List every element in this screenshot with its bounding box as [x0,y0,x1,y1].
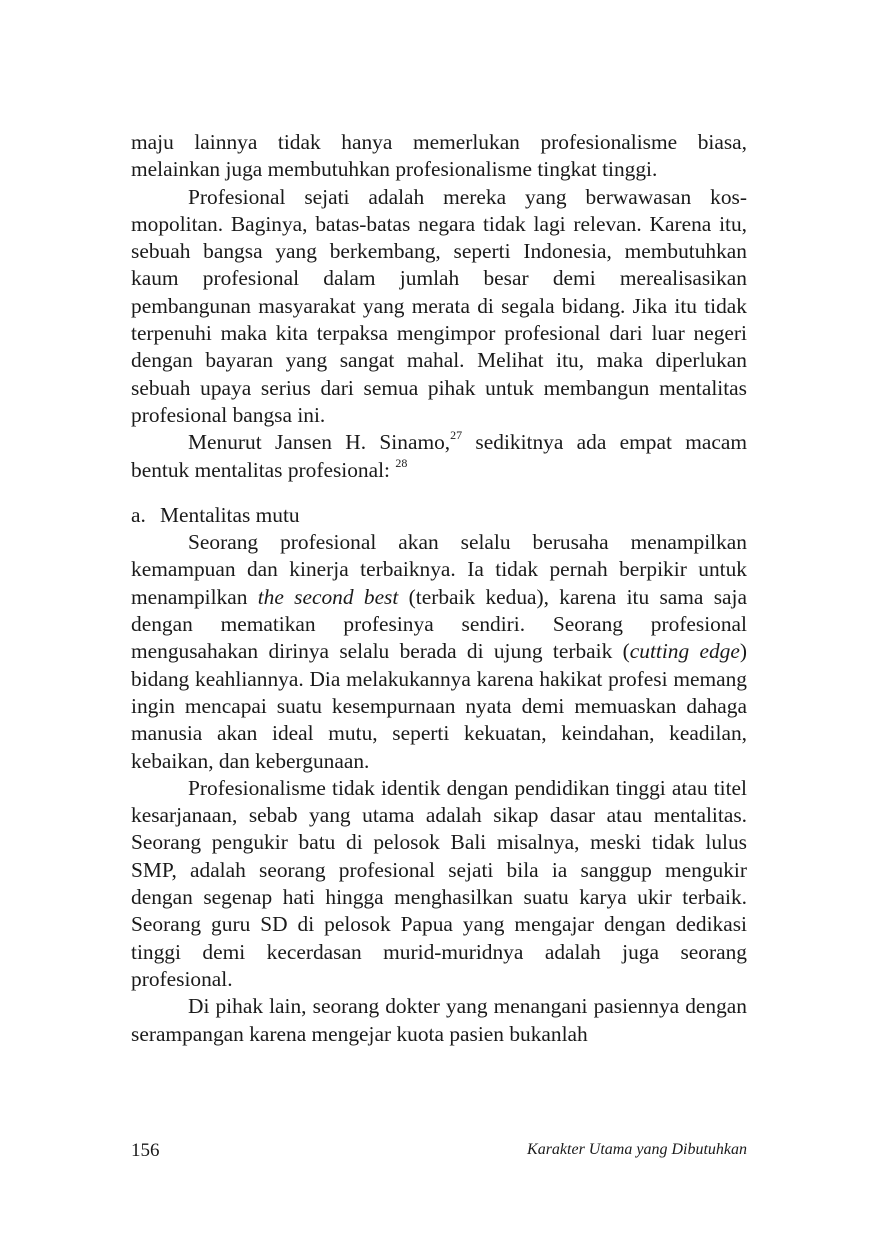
quality-text-1: Seorang profesional akan selalu berusaha menampilkan kemampuan dan kinerja terbaiknya. Ia tidak pernah berpikir untuk menampilkan [131,530,747,609]
quality-text-2: (terbaik kedua), karena itu sama saja dengan mematikan profesinya sendiri. Seorang profesional mengusahakan dirinya selalu berada di ujung terbaik ( [131,584,747,664]
paragraph-quality-mentality [131,529,747,775]
paragraph-cosmopolitan-professional: Profesional sejati adalah mereka yang berwawasan kosmopolitan. Baginya, batas-batas negara tidak lagi relevan. Karena itu, sebuah bangsa yang berkembang, seperti Indonesia, membutuhkan kaum profesional dalam jumlah besar demi merealisasikan pembangunan masyarakat yang merata di segala bidang. Jika itu tidak terpenuhi maka kita terpaksa mengimpor profesional dari luar negeri dengan bayaran yang sangat mahal. Melihat itu, maka diperlukan sebuah upaya serius dari semua pihak untuk membangun mentalitas profesional bangsa ini. [131,184,747,427]
paragraph-doctor-example: Di pihak lain, seorang dokter yang menangani pasiennya dengan serampangan karena mengejar kuota pasien bukanlah [131,994,747,1046]
citation-text-middle: sedikitnya ada empat macam bentuk mentalitas profesional: [131,430,747,482]
running-footer-title: Karakter Utama yang Dibutuhkan [527,1141,747,1158]
paragraph-continuation: maju lainnya tidak hanya memerlukan profesionalisme biasa, melainkan juga membutuhkan profesionalisme tingkat tinggi. [131,130,747,182]
page-number: 156 [131,1140,160,1161]
footnote-ref-27: 27 [450,428,463,443]
quality-text-3: ) bidang keahliannya. Dia melakukannya karena hakikat profesi memang ingin mencapai suatu kesempurnaan nyata demi memuaskan dahaga manusia akan ideal mutu, seperti kekuatan, keindahan, keadilan, kebaikan, dan kebergunaan. [131,639,747,773]
italic-term-second-best: the second best [257,584,399,609]
citation-text-before: Menurut Jansen H. Sinamo, [188,430,451,455]
paragraph-professionalism-education: Profesionalisme tidak identik dengan pendidikan tinggi atau titel kesarjanaan, sebab yang utama adalah sikap dasar atau mentalitas. Seorang pengukir batu di pelosok Bali misalnya, meski tidak lulus SMP, adalah seorang profesional sejati bila ia sanggup mengukir dengan segenap hati hingga menghasilkan suatu karya ukir terbaik. Seorang guru SD di pelosok Papua yang mengajar dengan dedikasi tinggi demi kecerdasan murid-muridnya adalah juga seorang profesional. [131,775,747,991]
paragraph-sinamo-citation [131,429,747,484]
body-text [131,129,747,1048]
list-heading-text: Mentalitas mutu [160,502,300,527]
list-marker: a. [131,502,146,527]
italic-term-cutting-edge: cutting edge [629,639,740,664]
list-heading-mentalitas-mutu [131,502,747,529]
footnote-ref-28: 28 [395,455,408,470]
